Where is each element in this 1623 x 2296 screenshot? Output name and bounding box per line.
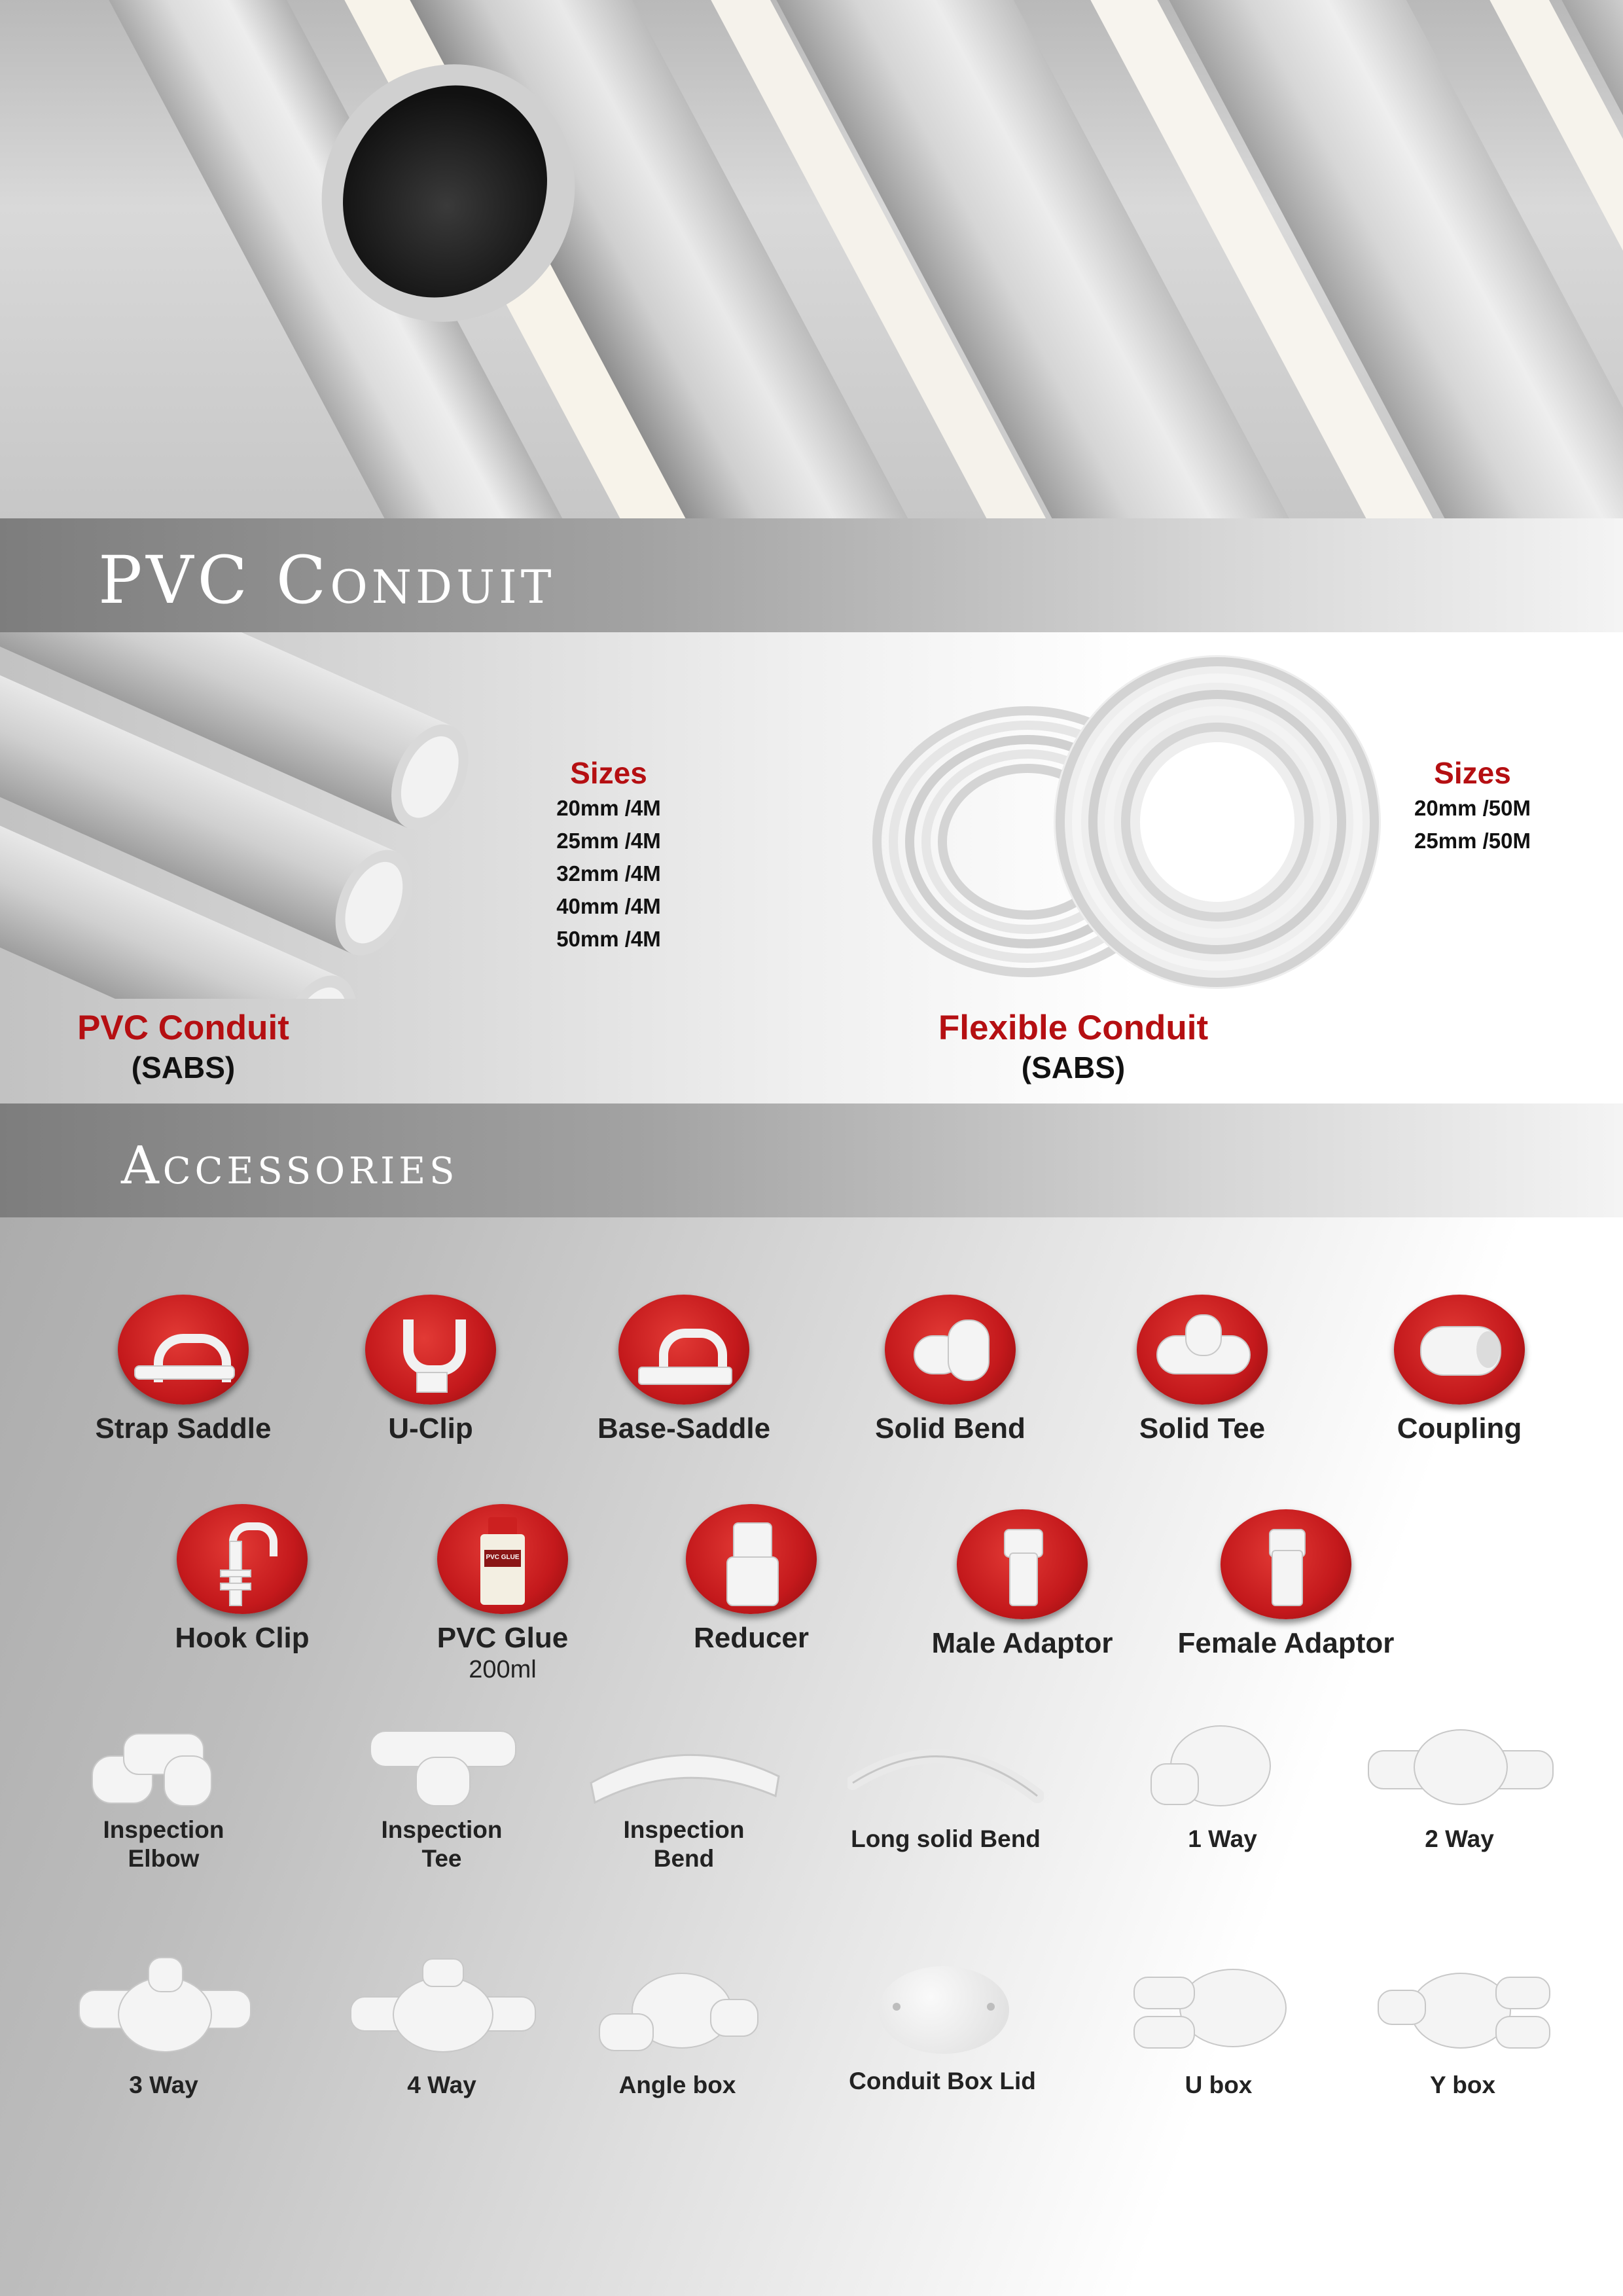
size-item: 20mm /4M (556, 796, 661, 820)
accessory-label: Reducer (693, 1622, 810, 1654)
fitting-label: Angle box (618, 2072, 736, 2098)
angle-box-image (579, 1964, 776, 2062)
sizes-heading: Sizes (1434, 756, 1511, 790)
fitting-label: Y box (1429, 2072, 1496, 2098)
four-way-box-image (344, 1964, 540, 2062)
accessory-label: Solid Bend (875, 1412, 1026, 1444)
inspection-tee-image (344, 1717, 540, 1816)
fitting-label: Inspection (103, 1816, 224, 1843)
fitting-label: Bend (653, 1845, 715, 1872)
fitting-label: 2 Way (1425, 1825, 1494, 1852)
three-way-box-image (65, 1964, 262, 2062)
inspection-elbow-image (65, 1717, 262, 1816)
fitting-label: Inspection (623, 1816, 745, 1843)
hook-clip-image (177, 1504, 308, 1614)
fitting-y-box (1364, 1964, 1561, 2100)
accessory-label: Hook Clip (175, 1622, 310, 1654)
accessory-strap-saddle (72, 1295, 294, 1445)
hero-pipes-photo (0, 0, 1623, 518)
flexible-conduit-standard: (SABS) (1021, 1050, 1126, 1085)
accessory-pvc-glue (391, 1504, 614, 1684)
flexible-conduit-caption: Flexible Conduit (938, 1009, 1209, 1047)
size-item: 50mm /4M (556, 927, 661, 951)
fitting-label: Long solid Bend (851, 1825, 1041, 1852)
size-item: 32mm /4M (556, 861, 661, 886)
accessories-section-bar (0, 1103, 1623, 1217)
section-title-pvc-conduit: PVC Conduit (98, 542, 556, 619)
accessory-solid-tee (1091, 1295, 1313, 1445)
fitting-label: 3 Way (129, 2072, 198, 2098)
accessory-label: Female Adaptor (1177, 1627, 1395, 1659)
accessory-male-adaptor (911, 1509, 1133, 1660)
flexible-conduit-coils-image (864, 645, 1407, 999)
fitting-inspection-tee (344, 1717, 540, 1873)
pvc-conduit-section-bar (0, 518, 1623, 632)
section-title-accessories: Accessories (121, 1135, 459, 1196)
fitting-4-way (344, 1964, 540, 2100)
fitting-1-way (1124, 1717, 1321, 1854)
fitting-label: 4 Way (407, 2072, 476, 2098)
fitting-label: Conduit Box Lid (849, 2068, 1036, 2094)
fitting-angle-box (579, 1964, 776, 2100)
fitting-label: Elbow (128, 1845, 200, 1872)
accessory-base-saddle (573, 1295, 795, 1445)
size-item: 25mm /4M (556, 829, 661, 853)
accessory-label: Coupling (1397, 1412, 1522, 1444)
fitting-2-way (1361, 1717, 1558, 1854)
fitting-label: Inspection (381, 1816, 503, 1843)
accessory-label: PVC Glue (437, 1622, 569, 1654)
strap-saddle-image (118, 1295, 249, 1405)
fitting-inspection-bend (586, 1717, 782, 1873)
u-box-image (1120, 1964, 1317, 2062)
glue-bottle-label: PVC GLUE (486, 1554, 520, 1561)
two-way-box-image (1361, 1717, 1558, 1816)
accessory-label: Solid Tee (1139, 1412, 1266, 1444)
fitting-u-box (1120, 1964, 1317, 2100)
accessory-sublabel: 200ml (469, 1656, 537, 1683)
size-item: 40mm /4M (556, 894, 661, 918)
fitting-conduit-box-lid (844, 1964, 1041, 2096)
flexible-conduit-sizes (1374, 754, 1571, 857)
reducer-image (686, 1504, 817, 1614)
one-way-box-image (1124, 1717, 1321, 1816)
solid-tee-image (1137, 1295, 1268, 1405)
fitting-label: Tee (421, 1845, 462, 1872)
accessory-female-adaptor (1175, 1509, 1397, 1660)
accessory-label: Base-Saddle (597, 1412, 771, 1444)
fitting-inspection-elbow (65, 1717, 262, 1873)
size-item: 20mm /50M (1414, 796, 1531, 820)
inspection-bend-image (586, 1717, 782, 1816)
conduit-box-lid-image (844, 1964, 1041, 2062)
solid-bend-image (885, 1295, 1016, 1405)
accessory-label: Male Adaptor (931, 1627, 1113, 1659)
y-box-image (1364, 1964, 1561, 2062)
accessory-u-clip (319, 1295, 542, 1445)
accessory-solid-bend (839, 1295, 1061, 1445)
fitting-label: U box (1185, 2072, 1253, 2098)
pvc-conduit-pipes-image (0, 632, 497, 999)
size-item: 25mm /50M (1414, 829, 1531, 853)
base-saddle-image (618, 1295, 749, 1405)
coupling-image (1394, 1295, 1525, 1405)
sizes-heading: Sizes (570, 756, 647, 790)
accessory-reducer (640, 1504, 863, 1655)
fitting-long-solid-bend (847, 1717, 1044, 1854)
u-clip-image (365, 1295, 496, 1405)
long-solid-bend-image (847, 1717, 1044, 1816)
accessory-label: U-Clip (388, 1412, 473, 1444)
accessory-hook-clip (131, 1504, 353, 1655)
pvc-conduit-sizes (510, 754, 707, 956)
pvc-conduit-caption: PVC Conduit (77, 1009, 289, 1047)
accessory-label: Strap Saddle (95, 1412, 272, 1444)
female-adaptor-image (1221, 1509, 1351, 1619)
pvc-conduit-standard: (SABS) (131, 1050, 236, 1085)
male-adaptor-image (957, 1509, 1088, 1619)
accessory-coupling (1348, 1295, 1571, 1445)
fitting-3-way (65, 1964, 262, 2100)
fitting-label: 1 Way (1188, 1825, 1257, 1852)
conduit-products-panel (0, 632, 1623, 1103)
pvc-glue-image (437, 1504, 568, 1614)
